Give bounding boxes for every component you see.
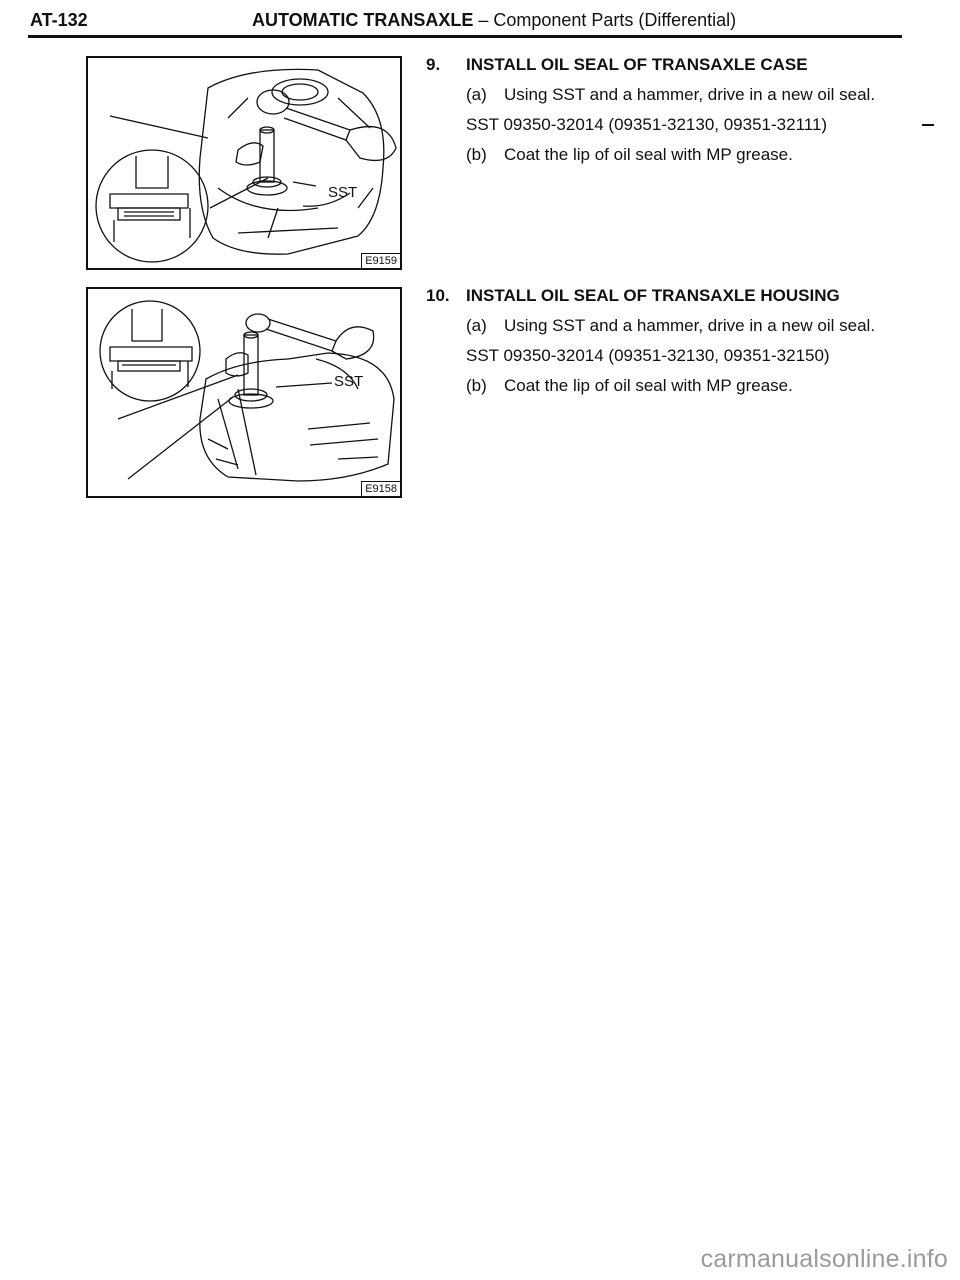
substep-text: Coat the lip of oil seal with MP grease. [504, 376, 793, 395]
substep-letter: (b) [466, 376, 487, 395]
substep-letter: (a) [466, 316, 487, 335]
illustration-case-oil-seal [88, 58, 400, 268]
step-sst-number: SST 09350-32014 (09351-32130, 09351-32150) [466, 346, 830, 365]
step-sst-number: SST 09350-32014 (09351-32130, 09351-32111) [466, 115, 828, 134]
substep-letter: (a) [466, 85, 487, 104]
header-rule [28, 35, 902, 38]
step-substep-a [466, 315, 926, 336]
sst-callout-label: SST [328, 184, 358, 201]
title-main: AUTOMATIC TRANSAXLE [252, 10, 474, 30]
step-heading [426, 54, 926, 75]
sst-callout-label: SST [334, 373, 364, 390]
step-title: INSTALL OIL SEAL OF TRANSAXLE HOUSING [466, 286, 840, 305]
figure-code: E9159 [361, 253, 400, 268]
step-10 [426, 285, 926, 396]
substep-text: Coat the lip of oil seal with MP grease. [504, 145, 793, 164]
figure-code: E9158 [361, 481, 400, 496]
page-title [252, 10, 736, 31]
margin-dash-mark [922, 124, 934, 126]
title-separator: – [473, 10, 494, 30]
step-title: INSTALL OIL SEAL OF TRANSAXLE CASE [466, 55, 808, 74]
step-number: 10. [426, 286, 450, 305]
figure-housing-oil-seal [86, 287, 402, 498]
page-code: AT-132 [30, 10, 88, 30]
substep-text: Using SST and a hammer, drive in a new oil seal. [504, 316, 876, 335]
title-section: Component Parts (Differential) [493, 10, 737, 30]
step-substep-a [466, 84, 926, 105]
step-9 [426, 54, 926, 165]
step-substep-b [466, 144, 926, 165]
substep-letter: (b) [466, 145, 487, 164]
figure-case-oil-seal [86, 56, 402, 270]
step-heading [426, 285, 926, 306]
step-substep-b [466, 375, 926, 396]
substep-text: Using SST and a hammer, drive in a new oil seal. [504, 85, 876, 104]
illustration-housing-oil-seal [88, 289, 400, 496]
step-number: 9. [426, 55, 441, 74]
watermark: carmanualsonline.info [700, 1245, 948, 1273]
